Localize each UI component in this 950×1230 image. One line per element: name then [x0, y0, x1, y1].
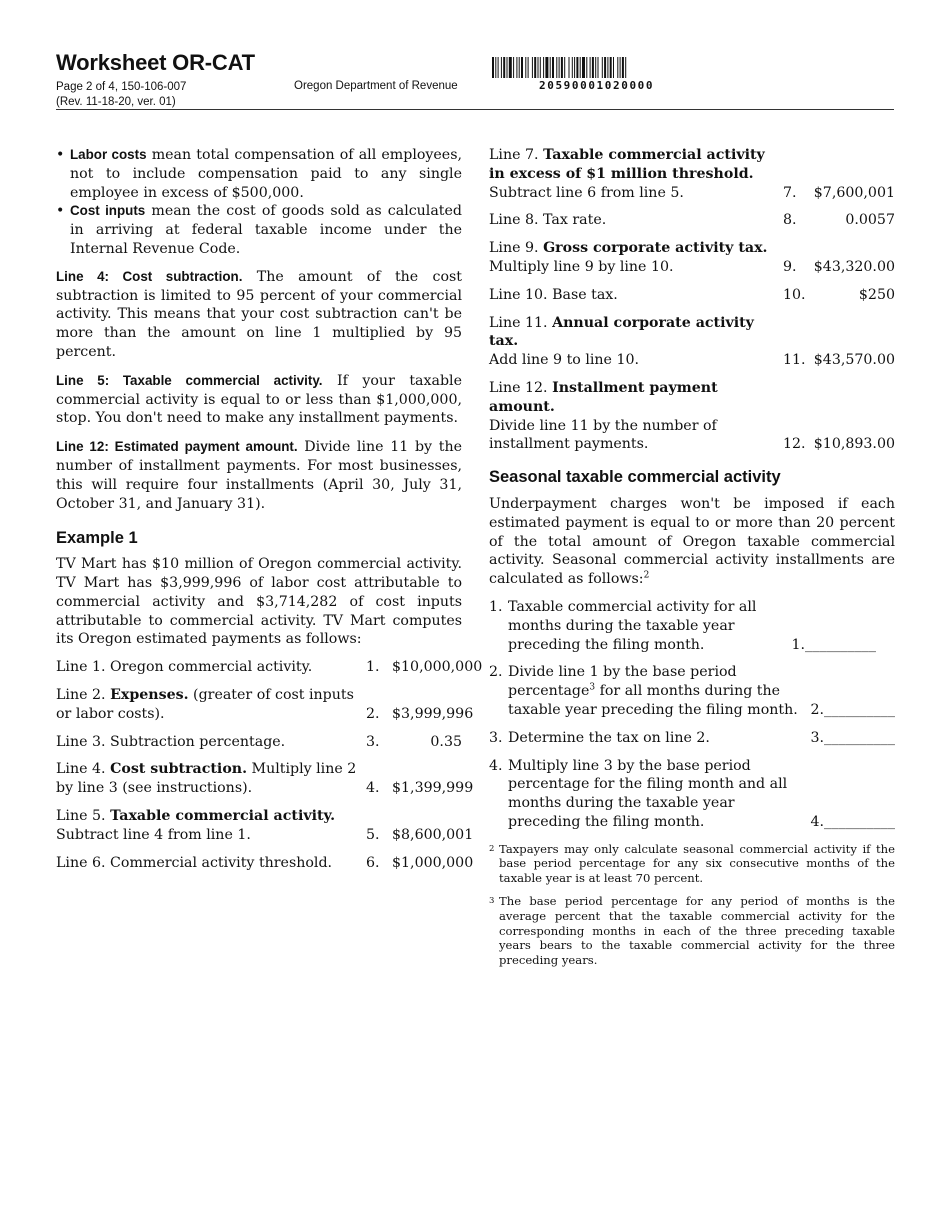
seasonal-heading: Seasonal taxable commercial activity [489, 468, 781, 487]
seasonal-step [489, 729, 895, 748]
worksheet-line [56, 854, 474, 873]
line-label-rest: Multiply line 9 by line 10. [489, 258, 674, 275]
line-label: Line 5. [56, 807, 111, 824]
line-value: $43,320.00 [813, 258, 895, 275]
barcode-number: 20590001020000 [539, 79, 655, 92]
instruction-term: Line 5: Taxable commercial activity. [56, 372, 323, 388]
line-value: $250 [858, 286, 895, 303]
step-blank: 3.__________ [810, 729, 895, 746]
right-column [489, 146, 895, 967]
example-lines [56, 658, 483, 872]
footnote-ref: 2 [643, 570, 650, 581]
line-label: Line 12. [489, 379, 553, 396]
line-number: 7. [783, 184, 797, 201]
revision-info: (Rev. 11-18-20, ver. 01) [56, 95, 176, 108]
line-label-bold: Taxable commercial activity in excess of $1 million threshold. [489, 147, 765, 182]
line-value: 0.0057 [845, 212, 895, 229]
definition-text: mean total compensation of all employees, not to include compensation paid to any single employee in excess of $500,000. [70, 147, 462, 201]
seasonal-text: Underpayment charges won't be imposed if each estimated payment is equal to or more than 20 percent of the total amount of Oregon taxable commercial activity. Seasonal commercial activity installments are calculated as follows:$^2$ [489, 495, 895, 588]
instruction-text: If your taxable commercial activity is equal to or less than $1,000,000, stop. You don't need to make any installment payments. [56, 372, 462, 427]
footnote-ref: 3 [589, 682, 596, 693]
line-label: Line 6. Commercial activity threshold. [56, 854, 333, 871]
instruction-line-5 [56, 372, 462, 428]
worksheet-line [56, 807, 474, 845]
step-number: 2. [489, 664, 503, 681]
page-meta [56, 80, 186, 109]
footnote-number: 3 [489, 896, 495, 907]
instruction-text: Divide line 11 by the number of installment payments. For most businesses, this will require four installments (April 30, July 31, October 31, and January 31). [56, 439, 462, 512]
line-label: Line 8. Tax rate. [489, 212, 607, 229]
footnote-number: 2 [489, 843, 495, 854]
line-label-rest: Subtract line 4 from line 1. [56, 826, 251, 843]
worksheet-line [489, 379, 895, 454]
seasonal-step [489, 598, 895, 654]
line-number: 11. [783, 352, 806, 369]
line-number: 2. [366, 705, 380, 722]
footnote-text: The base period percentage for any period of months is the average percent that the taxable commercial activity for the corresponding months in each of the three preceding taxable years bears to the taxable commercial activity for the three preceding years. [499, 894, 895, 967]
seasonal-steps [489, 598, 895, 832]
example-heading: Example 1 [56, 529, 138, 548]
worksheet-line [56, 733, 462, 752]
line-label-rest: Subtract line 6 from line 5. [489, 184, 684, 201]
instruction-text: The amount of the cost subtraction is limited to 95 percent of your commercial activity. This means that your cost subtraction can't be more than the amount on line 1 multiplied by 95 percent. [56, 268, 462, 360]
step-number: 1. [489, 598, 503, 615]
line-number: 3. [366, 733, 380, 750]
footnote [489, 842, 895, 886]
line-number: 12. [783, 436, 806, 453]
header-divider [56, 109, 894, 110]
worksheet-line [489, 286, 895, 305]
line-value: $8,600,001 [392, 826, 474, 843]
page-title: Worksheet OR-CAT [56, 50, 255, 75]
definition-list [56, 146, 462, 259]
line-number: 8. [783, 212, 797, 229]
line-label-rest: Divide line 11 by the number of installment payments. [489, 417, 717, 453]
seasonal-step [489, 757, 895, 832]
line-label: Line 4. [56, 761, 111, 778]
step-text: Divide line 1 by the base period percentage [508, 664, 737, 700]
line-value: 0.35 [430, 733, 462, 750]
worksheet-line [489, 239, 895, 277]
seasonal-step [489, 663, 895, 719]
worksheet-line [56, 760, 474, 798]
worksheet-line [489, 314, 895, 370]
line-label-bold: Cost subtraction. [110, 761, 248, 778]
instruction-term: Line 12: Estimated payment amount. [56, 439, 298, 455]
line-value: $7,600,001 [813, 184, 895, 201]
line-label-bold: Annual corporate activity tax. [489, 314, 754, 350]
step-number: 3. [489, 729, 503, 746]
worksheet-line [56, 658, 483, 677]
instruction-line-12 [56, 438, 462, 513]
line-label-rest: Add line 9 to line 10. [489, 352, 640, 369]
line-number: 5. [366, 826, 380, 843]
line-label: Line 11. [489, 314, 553, 331]
definition-term: Labor costs [70, 147, 147, 162]
step-text: Taxable commercial activity for all months during the taxable year preceding the filing month. [508, 598, 757, 653]
line-number: 10. [783, 286, 806, 303]
line-label-bold: Taxable commercial activity. [110, 807, 336, 824]
worksheet-line [489, 211, 895, 230]
definition-cost-inputs [56, 202, 462, 258]
line-label: Line 1. Oregon commercial activity. [56, 659, 313, 676]
line-value: $10,000,000 [392, 659, 483, 676]
line-label: Line 2. [56, 686, 111, 703]
page-info: Page 2 of 4, 150-106-007 [56, 81, 187, 93]
line-label-bold: Gross corporate activity tax. [543, 240, 768, 257]
line-label-rest: Multiply line 2 by line 3 (see instructions). [56, 761, 357, 797]
example-lines-continued [489, 146, 895, 454]
department-name: Oregon Department of Revenue [294, 80, 458, 92]
line-label: Line 3. Subtraction percentage. [56, 733, 286, 750]
definition-term: Cost inputs [70, 203, 146, 219]
line-number: 6. [366, 854, 380, 871]
line-value: $43,570.00 [813, 352, 895, 369]
barcode-image [492, 57, 704, 78]
worksheet-line [489, 146, 895, 202]
example-text: TV Mart has $10 million of Oregon commercial activity. TV Mart has $3,999,996 of labor cost attributable to commercial activity and $3,714,282 of cost inputs attributable to commercial activity. TV Mart computes its Oregon estimated payments as follows: [56, 556, 462, 648]
line-value: $1,000,000 [392, 854, 474, 871]
step-number: 4. [489, 757, 503, 774]
line-number: 9. [783, 258, 797, 275]
step-text: Determine the tax on line 2. [508, 729, 710, 746]
line-label-bold: Installment payment amount. [489, 379, 718, 415]
line-label: Line 7. [489, 147, 544, 163]
instruction-term: Line 4: Cost subtraction. [56, 268, 243, 284]
line-value: $1,399,999 [392, 780, 474, 797]
step-blank: 4.__________ [810, 813, 895, 830]
definition-labor-costs [56, 146, 462, 202]
line-number: 1. [366, 659, 380, 676]
footnote-text: Taxpayers may only calculate seasonal commercial activity if the base period percentage for any six consecutive months of the taxable year is at least 70 percent. [499, 841, 895, 885]
left-column [56, 146, 483, 872]
step-blank: 1.__________ [791, 636, 876, 653]
instruction-line-4 [56, 268, 462, 362]
step-text: Multiply line 3 by the base period percentage for the filing month and all months during the taxable year preceding the filing month. [508, 757, 788, 830]
line-label-bold: Expenses. [110, 686, 189, 703]
line-label: Line 9. [489, 240, 544, 257]
line-value: $10,893.00 [813, 436, 895, 453]
footnote [489, 894, 895, 967]
worksheet-line [56, 686, 474, 724]
line-value: $3,999,996 [392, 705, 474, 722]
line-label: Line 10. Base tax. [489, 286, 618, 303]
definition-text: mean the cost of goods sold as calculated in arriving at federal taxable income under the Internal Revenue Code. [70, 203, 462, 257]
line-label-rest: (greater of cost inputs or labor costs). [56, 686, 354, 722]
step-blank: 2.__________ [810, 701, 895, 718]
line-number: 4. [366, 780, 380, 797]
step-text-rest: for all months during the taxable year preceding the filing month. [508, 683, 798, 718]
